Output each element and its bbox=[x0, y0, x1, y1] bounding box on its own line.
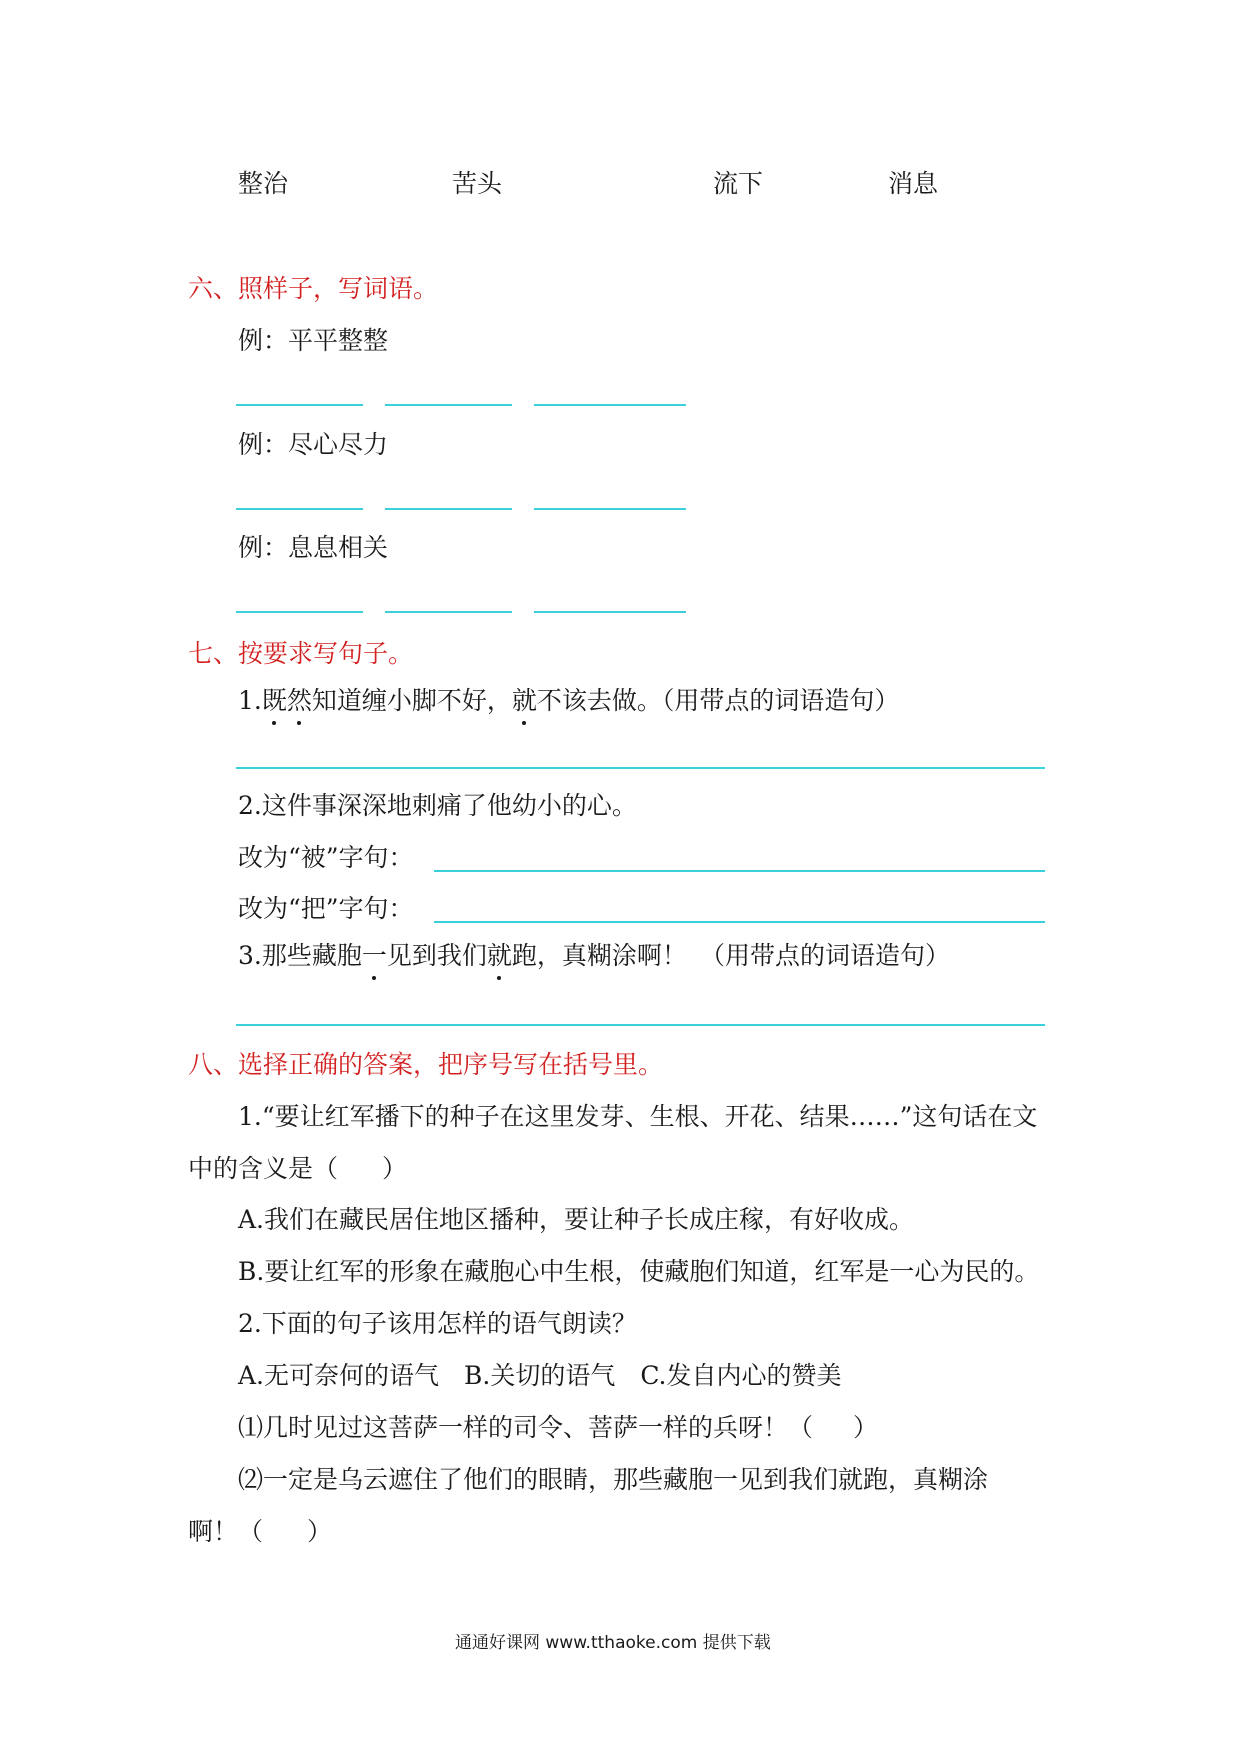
question-7-3-hint: （用带点的词语造句） bbox=[700, 941, 951, 970]
sentence-1 bbox=[238, 1413, 878, 1443]
answer-line[interactable] bbox=[434, 870, 1045, 872]
answer-line[interactable] bbox=[534, 611, 686, 613]
question-text: 中的含义是（ bbox=[188, 1154, 339, 1183]
question-text: 见到我们 bbox=[386, 941, 487, 970]
example-3: 例：息息相关 bbox=[238, 533, 389, 562]
dotted-char: 一 bbox=[361, 941, 387, 970]
question-text: 不该去做。（用带点的词语造句） bbox=[536, 686, 900, 715]
question-text: 3.那些藏胞 bbox=[238, 941, 362, 970]
dotted-char: 就 bbox=[511, 686, 537, 715]
question-number: 1. bbox=[238, 686, 262, 715]
answer-line[interactable] bbox=[385, 611, 512, 613]
word-1: 整治 bbox=[238, 169, 289, 198]
section-8-title: 八、选择正确的答案，把序号写在括号里。 bbox=[188, 1050, 664, 1079]
answer-line[interactable] bbox=[534, 404, 686, 406]
answer-line[interactable] bbox=[236, 611, 363, 613]
bei-sentence-label: 改为“被”字句： bbox=[238, 843, 414, 872]
answer-line[interactable] bbox=[236, 767, 1045, 769]
closing-paren: ） bbox=[307, 1517, 333, 1546]
example-1: 例：平平整整 bbox=[238, 326, 389, 355]
dotted-char: 然 bbox=[286, 686, 312, 715]
closing-paren: ） bbox=[382, 1154, 408, 1183]
ba-sentence-label: 改为“把”字句： bbox=[238, 894, 414, 923]
footer-text: 通通好课网 www.tthaoke.com 提供下载 bbox=[455, 1633, 771, 1653]
question-text: 跑，真糊涂啊！ bbox=[511, 941, 687, 970]
question-text: 知道缠小脚不好， bbox=[311, 686, 512, 715]
sentence-2-line1: ⑵一定是乌云遮住了他们的眼睛，那些藏胞一见到我们就跑，真糊涂 bbox=[238, 1465, 989, 1494]
section-7-title: 七、按要求写句子。 bbox=[188, 639, 414, 668]
question-8-1-line1: 1.“要让红军播下的种子在这里发芽、生根、开花、结果……”这句话在文 bbox=[238, 1102, 1038, 1131]
answer-line[interactable] bbox=[236, 1024, 1045, 1026]
question-8-2: 2.下面的句子该用怎样的语气朗读？ bbox=[238, 1309, 637, 1338]
dotted-char: 就 bbox=[486, 941, 512, 970]
question-text: 啊！（ bbox=[188, 1517, 264, 1546]
dotted-char: 既 bbox=[261, 686, 287, 715]
answer-line[interactable] bbox=[236, 404, 363, 406]
answer-line[interactable] bbox=[385, 508, 512, 510]
word-2: 苦头 bbox=[452, 169, 503, 198]
word-4: 消息 bbox=[888, 169, 939, 198]
answer-line[interactable] bbox=[236, 508, 363, 510]
answer-line[interactable] bbox=[434, 921, 1045, 923]
closing-paren: ） bbox=[853, 1413, 879, 1442]
option-b: B.要让红军的形象在藏胞心中生根，使藏胞们知道，红军是一心为民的。 bbox=[238, 1257, 1040, 1286]
question-7-2: 2.这件事深深地刺痛了他幼小的心。 bbox=[238, 791, 637, 820]
tone-choices: A.无可奈何的语气 B.关切的语气 C.发自内心的赞美 bbox=[238, 1361, 842, 1390]
word-3: 流下 bbox=[713, 169, 764, 198]
option-a: A.我们在藏民居住地区播种，要让种子长成庄稼，有好收成。 bbox=[238, 1205, 915, 1234]
question-text: ⑴几时见过这菩萨一样的司令、菩萨一样的兵呀！（ bbox=[238, 1413, 814, 1442]
answer-line[interactable] bbox=[385, 404, 512, 406]
question-7-3 bbox=[238, 941, 687, 971]
section-6-title: 六、照样子，写词语。 bbox=[188, 274, 439, 303]
answer-line[interactable] bbox=[534, 508, 686, 510]
question-7-1 bbox=[238, 686, 899, 716]
sentence-2-line2 bbox=[188, 1517, 332, 1547]
question-8-1-line2 bbox=[188, 1154, 407, 1184]
example-2: 例：尽心尽力 bbox=[238, 430, 389, 459]
